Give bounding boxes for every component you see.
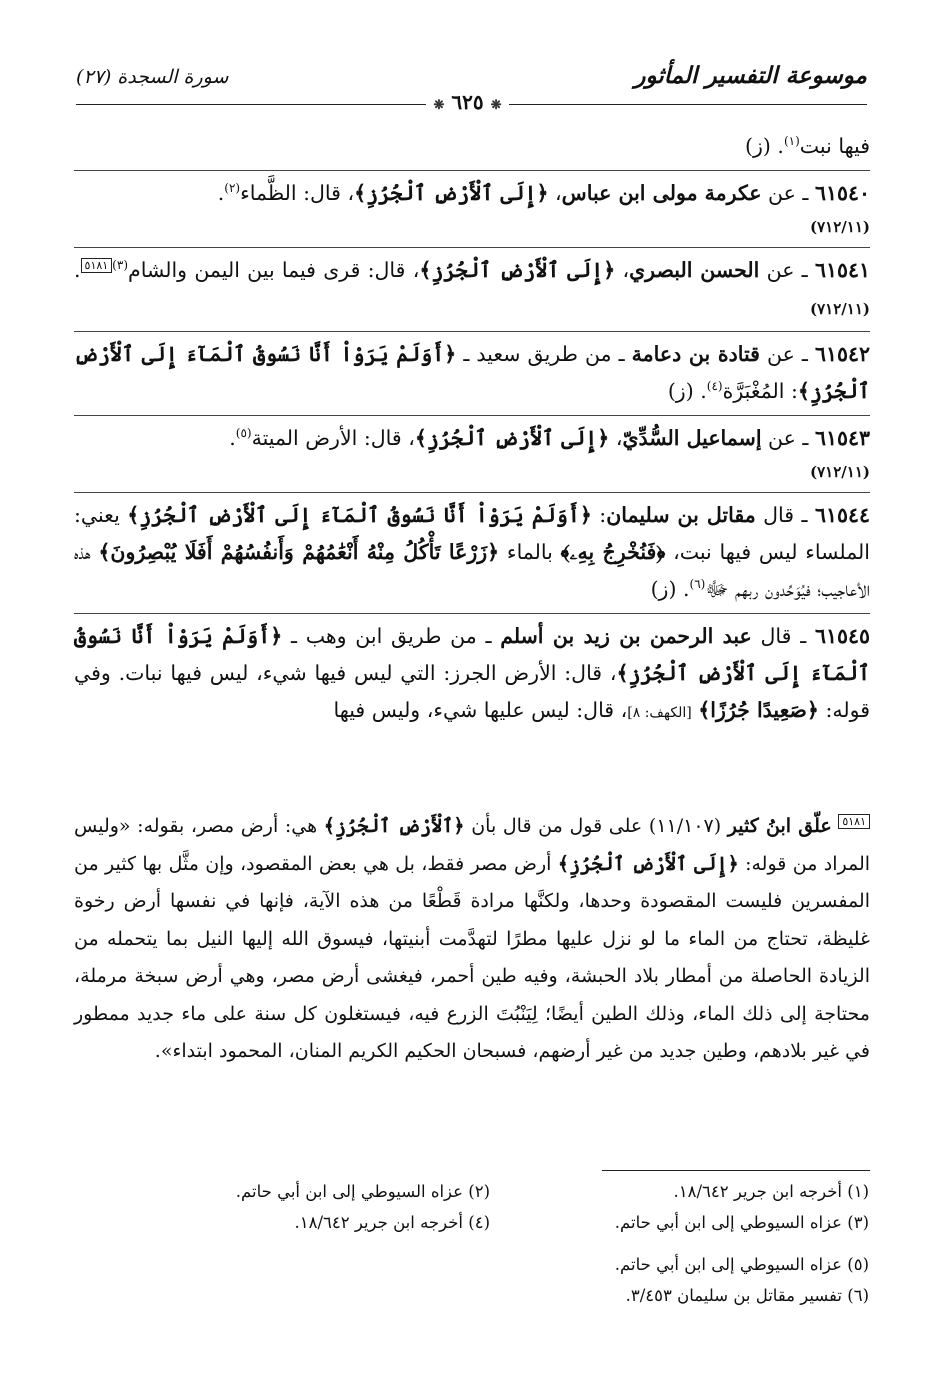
entry-divider <box>74 170 870 171</box>
entry-number: ٦١٥٤٤ <box>814 503 870 527</box>
surah-label: سورة السجدة (٢٧) <box>76 66 229 88</box>
commentary-link-box[interactable]: ٥١٨١ <box>81 258 113 273</box>
commentary-number-box[interactable]: ٥١٨١ <box>838 814 870 829</box>
entry-text: ، <box>609 426 623 450</box>
entry-text: يعني: الملساء ليس فيها نبت، <box>74 503 870 564</box>
page-number-wrap <box>0 90 935 114</box>
entry-text: ، <box>548 181 562 205</box>
commentary-note <box>74 808 870 1071</box>
footnote-marker: (٣) <box>112 258 128 273</box>
entry-number: ٦١٥٤٠ <box>814 181 870 205</box>
entry-61540 <box>74 175 870 242</box>
footnote-divider <box>602 1170 870 1171</box>
quran-quote: ﴿إِلَى ٱلْأَرْضِ ٱلْجُرُزِ﴾ <box>414 426 610 450</box>
entry-61543 <box>74 420 870 487</box>
entry-divider <box>74 247 870 248</box>
entry-number: ٦١٥٤٢ <box>814 342 871 366</box>
entry-number: ٦١٥٤١ <box>814 258 870 282</box>
entry-text: ـ من طريق سعيد ـ <box>456 342 632 366</box>
narrator-name: إسماعيل السُّدِّيّ <box>622 426 762 450</box>
entry-text: ـ قال <box>751 624 815 648</box>
quran-quote: ﴿أَوَلَمْ يَرَوْاْ أَنَّا نَسُوقُ ٱلْمَآءَ إِلَى ٱلْأَرْضِ ٱلْجُرُزِ﴾ <box>74 342 870 403</box>
quran-quote: ﴿ٱلْأَرْضِ ٱلْجُرُزِ﴾ <box>323 815 465 837</box>
quran-quote: ﴿أَوَلَمْ يَرَوْاْ أَنَّا نَسُوقُ ٱلْمَآءَ إِلَى ٱلْأَرْضِ ٱلْجُرُزِ﴾ <box>74 624 870 685</box>
page-number-block <box>426 90 510 114</box>
entry-text: فيها نبت <box>799 134 870 158</box>
narrator-name: مقاتل بن سليمان <box>606 503 756 527</box>
entry-text: . (ز) <box>667 379 707 403</box>
narrations <box>74 128 870 732</box>
quran-quote: ﴿أَوَلَمْ يَرَوْاْ أَنَّا نَسُوقُ ٱلْمَآءَ إِلَى ٱلْأَرْضِ ٱلْجُرُزِ﴾ <box>127 503 592 527</box>
book-title: موسوعة التفسير المأثور <box>634 62 867 89</box>
quran-quote: ﴿إِلَى ٱلْأَرْضِ ٱلْجُرُزِ﴾ <box>354 181 549 205</box>
entry-text: بالماء <box>499 540 561 564</box>
entry-text: ، قال: الظَّماء <box>240 181 355 205</box>
entry-text: : المُغْبَرَّة <box>722 379 798 403</box>
surah-citation: [الكهف: ٨] <box>627 705 692 721</box>
volume-reference: (٧١٢/١١) <box>810 463 870 481</box>
entry-number: ٦١٥٤٣ <box>814 426 870 450</box>
commentary-text: هي: أرض مصر، بقوله: «وليس المراد من قوله: <box>74 815 871 875</box>
entry-text: : <box>591 503 607 527</box>
entry-61544 <box>74 497 870 608</box>
ornament-icon: ❋ <box>433 98 445 113</box>
footnote-2: (٢) عزاه السيوطي إلى ابن أبي حاتم. <box>235 1182 490 1201</box>
narrator-name: عبد الرحمن بن زيد بن أسلم <box>500 624 752 648</box>
footnote-6: (٦) تفسير مقاتل بن سليمان ٣/٤٥٣. <box>625 1286 869 1305</box>
entry-text: ـ عن <box>759 342 815 366</box>
entry-text: ـ عن <box>759 258 815 282</box>
footnote-marker: (٢) <box>224 181 241 196</box>
footnote-3: (٣) عزاه السيوطي إلى ابن أبي حاتم. <box>614 1213 869 1232</box>
entry-divider <box>74 415 870 416</box>
entry-divider <box>74 331 870 332</box>
page-number: ٦٢٥ <box>451 90 484 114</box>
entry-text: . <box>229 426 236 450</box>
entry-61542 <box>74 336 870 410</box>
footnote-marker: (٤) <box>706 379 723 394</box>
entry-text: ـ قال <box>755 503 815 527</box>
quran-quote: ﴿زَرْعًا تَأْكُلُ مِنْهُ أَنْعَٰمُهُمْ وَأَنفُسُهُمْ أَفَلَا يُبْصِرُونَ﴾ <box>98 540 500 564</box>
entry-text: . (ز) <box>745 134 784 158</box>
narrator-name: الحسن البصري <box>629 258 760 282</box>
volume-reference: (٧١٢/١١) <box>810 300 870 318</box>
narrator-name: قتادة بن دعامة <box>631 342 760 366</box>
commentary-text: (١١/١٠٧) على قول من قال بأن <box>464 815 728 837</box>
entry-text: ـ من طريق ابن وهب ـ <box>282 624 501 648</box>
quran-quote: ﴿إِلَى ٱلْأَرْضِ ٱلْجُرُزِ﴾ <box>557 852 739 875</box>
footnote-marker: (٥) <box>235 426 252 441</box>
entry-text: . <box>217 181 225 205</box>
commentary-lead: علّق ابنُ كثير <box>727 815 832 837</box>
quran-quote: ﴿صَعِيدًا جُرُزًا﴾ <box>698 698 819 722</box>
entry-text: ـ عن <box>761 426 815 450</box>
entry-text: . (ز) <box>650 577 690 601</box>
entry-text: ، قال: قرى فيما بين اليمن والشام <box>128 258 420 282</box>
narrator-name: عكرمة مولى ابن عباس <box>561 181 762 205</box>
footnote-4: (٤) أخرجه ابن جرير ١٨/٦٤٢. <box>294 1213 490 1232</box>
entry-text: ـ عن <box>761 181 815 205</box>
footnote-1: (١) أخرجه ابن جرير ١٨/٦٤٢. <box>673 1182 869 1201</box>
entry-divider <box>74 492 870 493</box>
entry-divider <box>74 613 870 614</box>
quran-quote: ﴿فَنُخْرِجُ بِهِۦ﴾ <box>560 540 666 564</box>
volume-reference: (٧١٢/١١) <box>810 218 870 236</box>
quran-quote: ﴿إِلَى ٱلْأَرْضِ ٱلْجُرُزِ﴾ <box>419 258 616 282</box>
footnote-marker: (١) <box>783 134 800 149</box>
entry-text: ، قال: الأرض الميتة <box>251 426 415 450</box>
ornament-icon: ❋ <box>490 98 502 113</box>
entry-text: ، <box>615 258 630 282</box>
entry-text: هذه الأعاجيب؛ فيُوَحِّدون ربهم ﷻ <box>74 540 870 601</box>
entry-continuation <box>74 128 870 165</box>
entry-text: ، قال: ليس عليها شيء، وليس فيها <box>333 698 628 722</box>
entry-text: ، قال: الأرض الجرز: التي ليس فيها شيء، ليس فيها نبات. وفي قوله: <box>74 661 870 722</box>
entry-text: . <box>74 258 81 282</box>
entry-61545 <box>74 618 870 732</box>
entry-61541 <box>74 252 870 326</box>
footnote-5: (٥) عزاه السيوطي إلى ابن أبي حاتم. <box>614 1255 869 1274</box>
footnote-marker: (٦) <box>689 577 706 592</box>
commentary-text: أرض مصر فقط، بل هي بعض المقصود، وإن مثَّل بها كثير من المفسرين فليست المقصودة وحدها، ولكنَّها مرادة قَطْعًا من هذه الآية، فإنها في نفسها أرض رخوة غليظة، تحتاج من الماء ما لو نزل عليها مطرًا لتهدَّمت أبنيتها، فيسوق الله إليها النيل بما يتحمله من الزيادة الحاصلة من أمطار بلاد الحبشة، وفيه طين أحمر، فيغشى أرض مصر، وهي أرض سبخة مرملة، محتاجة إلى ذلك الماء، وذلك الطين أيضًا؛ لِيَنْبُتَ الزرع فيه، فيستغلون كل سنة على ماء جديد ممطور في غير بلادهم، وطين جديد من غير أرضهم، فسبحان الحكيم الكريم المنان، المحمود ابتداء». <box>74 852 870 1062</box>
entry-number: ٦١٥٤٥ <box>814 624 870 648</box>
